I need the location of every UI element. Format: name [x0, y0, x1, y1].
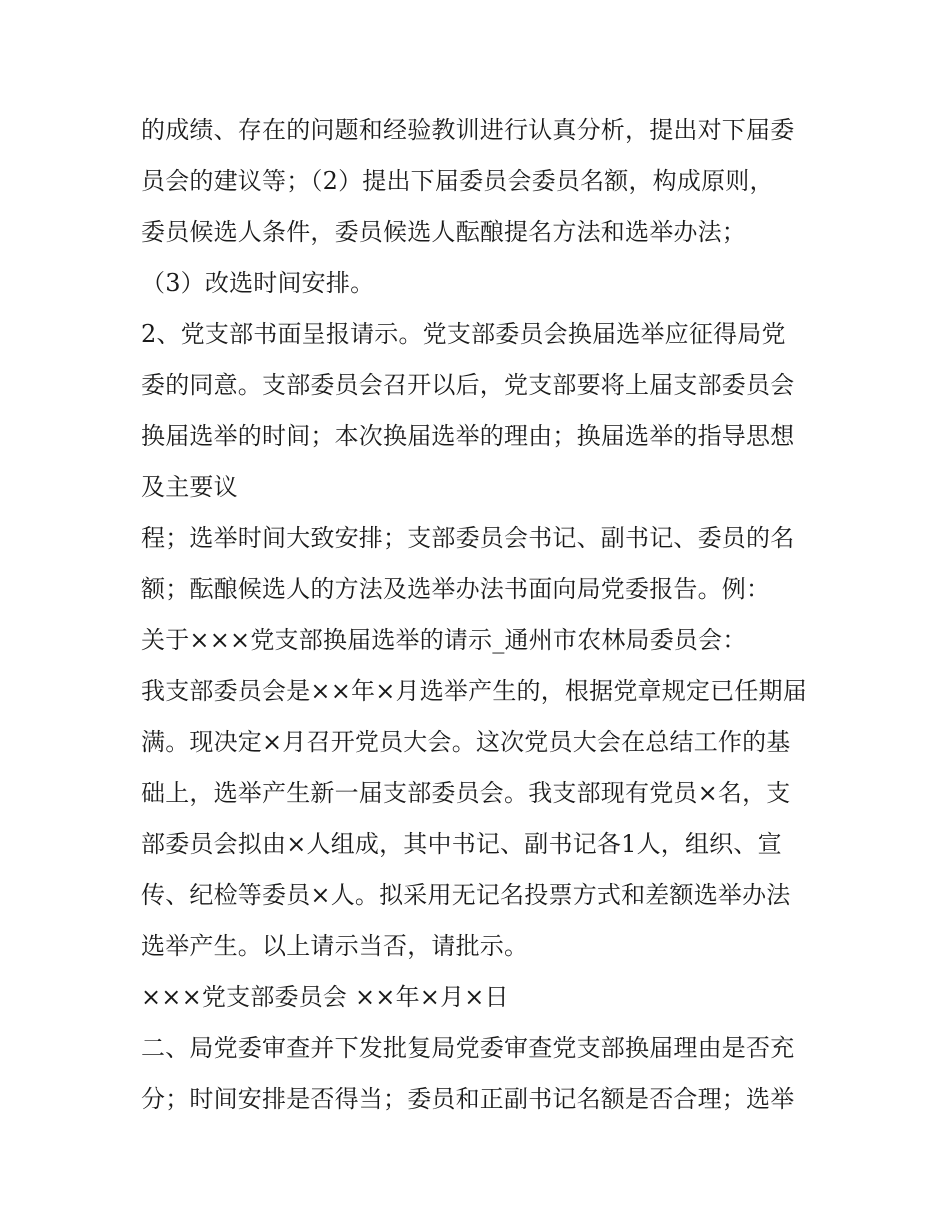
text-line: 部委员会拟由×人组成，其中书记、副书记各1人，组织、宣	[141, 830, 782, 858]
text-line: 委员候选人条件，委员候选人酝酿提名方法和选举办法；	[141, 218, 746, 246]
text-line: 二、局党委审查并下发批复局党委审查党支部换届理由是否充	[141, 1034, 795, 1062]
text-line: 换届选举的时间；本次换届选举的理由；换届选举的指导思想	[141, 422, 795, 450]
text-line: 选举产生。以上请示当否，请批示。	[141, 932, 529, 960]
text-line: 满。现决定×月召开党员大会。这次党员大会在总结工作的基	[141, 728, 791, 756]
text-line: 2、党支部书面呈报请示。党支部委员会换届选举应征得局党	[141, 320, 786, 348]
text-line: 员会的建议等；（2）提出下届委员会委员名额，构成原则，	[141, 167, 774, 195]
text-line: ×××党支部委员会 ××年×月×日	[141, 983, 509, 1011]
text-line: 传、纪检等委员×人。拟采用无记名投票方式和差额选举办法	[141, 881, 791, 909]
text-line: 及主要议	[141, 473, 238, 501]
text-line: 关于×××党支部换届选举的请示_通州市农林局委员会：	[141, 626, 747, 654]
text-line: （3）改选时间安排。	[141, 269, 375, 297]
text-line: 委的同意。支部委员会召开以后，党支部要将上届支部委员会	[141, 371, 795, 399]
text-line: 的成绩、存在的问题和经验教训进行认真分析，提出对下届委	[141, 116, 795, 144]
text-line: 我支部委员会是××年×月选举产生的，根据党章规定已任期届	[141, 677, 807, 705]
text-line: 础上，选举产生新一届支部委员会。我支部现有党员×名，支	[141, 779, 791, 807]
text-line: 分；时间安排是否得当；委员和正副书记名额是否合理；选举	[141, 1085, 795, 1113]
text-line: 程；选举时间大致安排；支部委员会书记、副书记、委员的名	[141, 524, 795, 552]
text-line: 额；酝酿候选人的方法及选举办法书面向局党委报告。例：	[141, 575, 771, 603]
